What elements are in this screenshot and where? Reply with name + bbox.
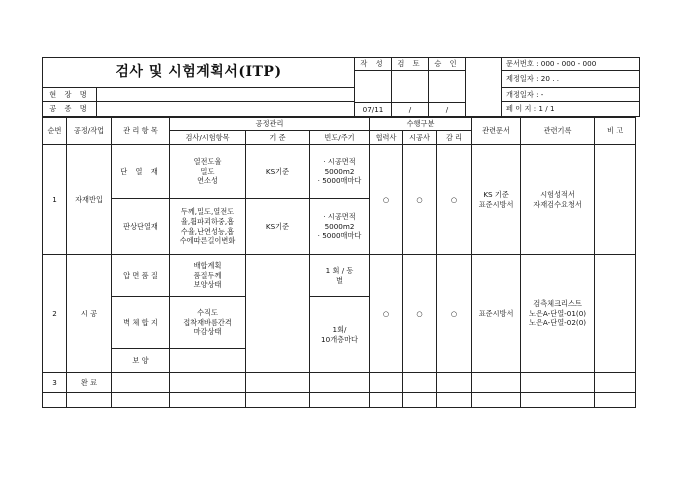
col-header-remarks: 비 고 <box>595 118 636 145</box>
row3-sub[interactable] <box>370 373 403 393</box>
created-date: 제정일자 : 20 . . <box>502 71 640 88</box>
revised-date: 개정일자 : - <box>502 88 640 102</box>
row1-sub-check: ○ <box>370 145 403 255</box>
col-header-docs: 관련문서 <box>472 118 521 145</box>
row3-process: 완 료 <box>67 373 112 393</box>
blank-row-cell[interactable] <box>521 393 595 408</box>
doc-title: 검사 및 시험계획서(ITP) <box>43 58 355 88</box>
row2-criteria[interactable] <box>246 255 310 373</box>
row1-records: 시험성적서 자재검수요청서 <box>521 145 595 255</box>
row1-a-freq: · 시공면적 5000m2 · 5000매마다 <box>310 145 370 199</box>
row2-c-item: 보 양 <box>112 349 170 373</box>
site-name-label: 현 장 명 <box>43 88 97 102</box>
approval-sign-write[interactable] <box>355 71 392 103</box>
blank-row-cell[interactable] <box>67 393 112 408</box>
row1-a-criteria: KS기준 <box>246 145 310 199</box>
site-name-value[interactable] <box>97 88 355 102</box>
row1-a-inspect: 열전도율 밀도 연소성 <box>170 145 246 199</box>
row2-docs: 표준시방서 <box>472 255 521 373</box>
blank-row-cell[interactable] <box>370 393 403 408</box>
itp-form <box>42 57 635 417</box>
row3-inspect[interactable] <box>170 373 246 393</box>
row2-a-item: 압 면 품 질 <box>112 255 170 297</box>
col-header-inspect: 검사/시험항목 <box>170 131 246 145</box>
col-header-perform: 수행구분 <box>370 118 472 131</box>
work-name-value[interactable] <box>97 102 355 117</box>
col-header-item: 관 리 항 목 <box>112 118 170 145</box>
row2-contractor-check: ○ <box>403 255 437 373</box>
blank-row-cell[interactable] <box>170 393 246 408</box>
blank-row-cell[interactable] <box>43 393 67 408</box>
page-number: 페 이 지 : 1 / 1 <box>502 102 640 117</box>
row1-b-item: 판상단열재 <box>112 199 170 255</box>
row3-docs[interactable] <box>472 373 521 393</box>
col-header-no: 순번 <box>43 118 67 145</box>
row1-b-freq: · 시공면적 5000m2 · 5000매마다 <box>310 199 370 255</box>
row2-sub-check: ○ <box>370 255 403 373</box>
row3-supervision[interactable] <box>437 373 472 393</box>
blank-row-cell[interactable] <box>310 393 370 408</box>
row2-b-item: 벽 체 합 지 <box>112 297 170 349</box>
row3-item[interactable] <box>112 373 170 393</box>
blank-row-cell[interactable] <box>403 393 437 408</box>
col-header-criteria: 기 준 <box>246 131 310 145</box>
row3-criteria[interactable] <box>246 373 310 393</box>
row1-b-inspect: 두께,밀도,열전도 율,휨파괴하중,흡 수율,난연성능,흡 수에따른길이변화 <box>170 199 246 255</box>
col-header-records: 관련기록 <box>521 118 595 145</box>
row1-process: 자재반입 <box>67 145 112 255</box>
row2-records: 검측체크리스트 노은A-단열-01(0) 노은A-단열-02(0) <box>521 255 595 373</box>
row1-remarks[interactable] <box>595 145 636 255</box>
row1-docs: KS 기준 표준시방서 <box>472 145 521 255</box>
row2-process: 시 공 <box>67 255 112 373</box>
row1-b-criteria: KS기준 <box>246 199 310 255</box>
blank-row-cell[interactable] <box>246 393 310 408</box>
row3-records[interactable] <box>521 373 595 393</box>
col-header-contractor: 시공사 <box>403 131 437 145</box>
row2-c-inspect[interactable] <box>170 349 246 373</box>
row1-no: 1 <box>43 145 67 255</box>
row3-remarks[interactable] <box>595 373 636 393</box>
blank-row-cell[interactable] <box>112 393 170 408</box>
sign-date-write: 07/11 <box>355 103 392 117</box>
blank-row-cell[interactable] <box>472 393 521 408</box>
col-header-freq: 빈도/주기 <box>310 131 370 145</box>
approval-label-write: 작 성 <box>355 58 392 71</box>
col-header-sub: 협력사 <box>370 131 403 145</box>
row2-supervision-check: ○ <box>437 255 472 373</box>
blank-row-cell[interactable] <box>437 393 472 408</box>
row3-freq[interactable] <box>310 373 370 393</box>
header-block <box>42 57 640 117</box>
blank-row-cell[interactable] <box>595 393 636 408</box>
row3-contractor[interactable] <box>403 373 437 393</box>
row1-contractor-check: ○ <box>403 145 437 255</box>
row2-remarks[interactable] <box>595 255 636 373</box>
row2-b-freq: 1회/ 10개층마다 <box>310 297 370 373</box>
approval-sign-approve[interactable] <box>429 71 466 103</box>
row2-a-inspect: 배합계획 품질두께 보양상태 <box>170 255 246 297</box>
row2-a-freq: 1 회 / 동 별 <box>310 255 370 297</box>
row3-no: 3 <box>43 373 67 393</box>
work-name-label: 공 종 명 <box>43 102 97 117</box>
col-header-process: 공정/작업 <box>67 118 112 145</box>
approval-label-review: 검 토 <box>392 58 429 71</box>
row1-supervision-check: ○ <box>437 145 472 255</box>
sign-date-review: / <box>392 103 429 117</box>
sign-date-approve: / <box>429 103 466 117</box>
row1-a-item: 단 열 재 <box>112 145 170 199</box>
itp-table <box>42 117 636 408</box>
doc-number: 문서번호 : 000 - 000 - 000 <box>502 58 640 71</box>
approval-label-approve: 승 인 <box>429 58 466 71</box>
row2-no: 2 <box>43 255 67 373</box>
col-header-supervision: 감 리 <box>437 131 472 145</box>
row2-b-inspect: 수직도 접착재바름간격 마감상태 <box>170 297 246 349</box>
approval-sign-review[interactable] <box>392 71 429 103</box>
col-header-qc: 공정관리 <box>170 118 370 131</box>
